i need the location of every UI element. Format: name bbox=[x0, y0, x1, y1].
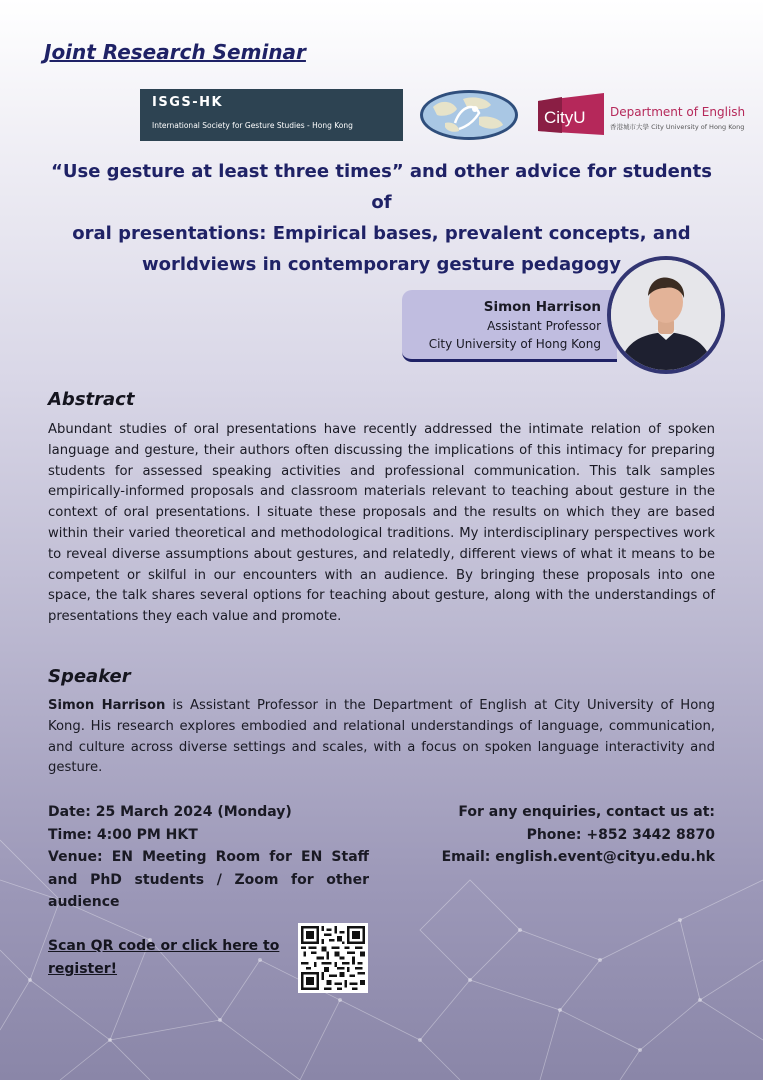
cityu-wordmark: CityU bbox=[544, 108, 586, 127]
series-title: Joint Research Seminar bbox=[44, 40, 306, 64]
event-venue: Venue: EN Meeting Room for EN Staff and PhD students / Zoom for other audience bbox=[48, 849, 369, 910]
cityu-emblem-icon bbox=[532, 91, 608, 139]
speaker-card bbox=[402, 290, 617, 362]
event-details bbox=[48, 801, 369, 914]
globe-logo-icon bbox=[419, 89, 519, 141]
abstract-heading: Abstract bbox=[48, 389, 135, 410]
talk-title-line-2: oral presentations: Empirical bases, prevalent concepts, and bbox=[72, 223, 691, 244]
isgs-abbreviation: ISGS-HK bbox=[152, 95, 224, 110]
speaker-photo bbox=[607, 256, 725, 374]
speaker-card-name: Simon Harrison bbox=[483, 299, 601, 315]
speaker-heading: Speaker bbox=[48, 666, 131, 687]
speaker-bio-text: is Assistant Professor in the Department of English at City University of Hong Kong. His research explores embodied and relational understandings of language, communication, and culture across diverse settings and scales, with a focus on spoken language interactivity and gesture. bbox=[48, 698, 715, 776]
cityu-chinese-name: 香港城市大學 City University of Hong Kong bbox=[610, 123, 745, 131]
qr-code-pattern bbox=[301, 926, 365, 990]
speaker-bio bbox=[48, 696, 715, 779]
register-link[interactable]: Scan QR code or click here to register! bbox=[48, 938, 280, 977]
talk-title bbox=[40, 156, 723, 280]
isgs-hk-logo bbox=[140, 89, 403, 141]
event-time: Time: 4:00 PM HKT bbox=[48, 826, 198, 843]
cityu-department-name: Department of English bbox=[610, 105, 746, 119]
partner-logos bbox=[140, 89, 746, 141]
isgs-full-name: International Society for Gesture Studies - Hong Kong bbox=[152, 121, 353, 130]
speaker-portrait-icon bbox=[611, 260, 721, 370]
event-date: Date: 25 March 2024 (Monday) bbox=[48, 804, 292, 820]
qr-code-icon[interactable] bbox=[298, 923, 368, 993]
contact-details bbox=[400, 801, 715, 869]
contact-email[interactable]: Email: english.event@cityu.edu.hk bbox=[441, 849, 715, 865]
abstract-body: Abundant studies of oral presentations have recently addressed the intimate relation of spoken language and gesture, their authors often discussing the implications of this intimacy for preparing students for assessed speaking activities and professional communication. This talk samples empirically-informed proposals and classroom materials relevant to teaching about gesture in the context of oral presentations. I situate these proposals and the results on which they are based within their varied theoretical and methodological traditions. My interdisciplinary perspectives work to reveal diverse assumptions about gestures, and relatedly, different views of what it means to be competent or skilful in our encounters with an audience. By bringing these proposals into one space, the talk shares several options for teaching about gesture, along with the understandings of presentations they each value and promote. bbox=[48, 422, 715, 625]
speaker-card-role: Assistant Professor bbox=[487, 319, 601, 333]
speaker-card-organization: City University of Hong Kong bbox=[428, 337, 601, 351]
talk-title-line-3: worldviews in contemporary gesture pedagogy bbox=[141, 254, 622, 275]
cityu-english-logo bbox=[532, 91, 746, 139]
speaker-bio-name: Simon Harrison bbox=[48, 698, 166, 713]
contact-phone: Phone: +852 3442 8870 bbox=[526, 826, 715, 843]
talk-title-line-1: “Use gesture at least three times” and other advice for students of bbox=[51, 161, 712, 213]
contact-heading: For any enquiries, contact us at: bbox=[458, 804, 715, 820]
